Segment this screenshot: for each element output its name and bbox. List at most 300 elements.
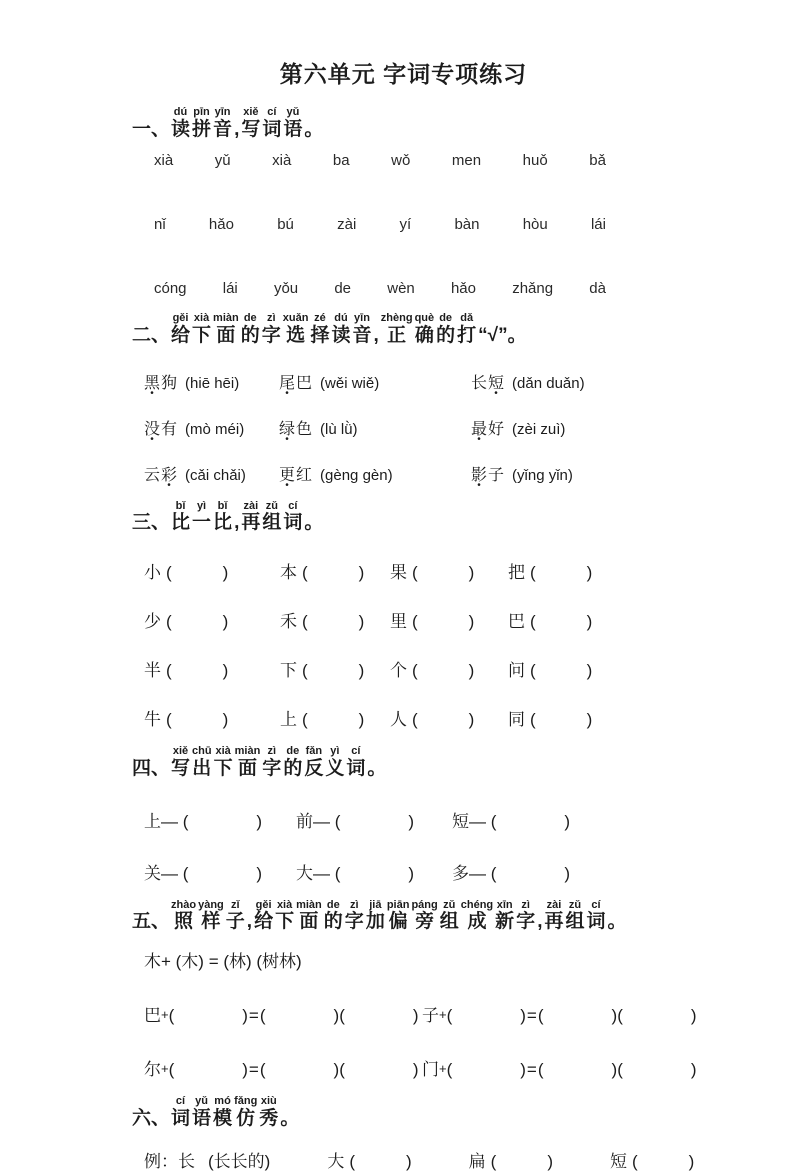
heading-ruby	[565, 900, 584, 933]
heading-ruby	[241, 107, 260, 140]
heading-char: 词	[346, 757, 366, 779]
section-read-pinyin-write-words	[132, 107, 675, 297]
heading-pinyin: zǔ	[265, 499, 278, 512]
heading-pinyin: zhào	[171, 898, 197, 911]
heading-pinyin: zǔ	[568, 898, 582, 911]
heading-pinyin: xiù	[260, 1094, 277, 1107]
compare-item	[508, 656, 675, 681]
heading-char: 组	[439, 911, 459, 933]
heading-char: 的	[436, 324, 456, 346]
heading-pinyin: zài	[243, 499, 259, 512]
heading-char: 再	[544, 911, 564, 933]
heading-pinyin: mó	[214, 1094, 231, 1107]
heading-char: 新	[495, 911, 515, 933]
compare-item	[280, 558, 390, 583]
word-char: 没	[144, 420, 162, 438]
heading-pinyin: jiā	[369, 898, 382, 911]
heading-ruby	[283, 313, 309, 346]
heading-ruby	[374, 313, 379, 346]
compare-row	[132, 607, 675, 632]
heading-char: 。	[304, 512, 324, 534]
imitate-item	[610, 1147, 694, 1172]
choice-word	[144, 467, 178, 484]
heading-char: 秀	[259, 1107, 279, 1129]
heading-pinyin: yì	[196, 499, 207, 512]
heading-ruby	[304, 746, 323, 779]
heading-ruby	[283, 501, 302, 534]
heading-char: 语	[192, 1107, 212, 1129]
heading-ruby	[171, 107, 190, 140]
answer-blank: ( )	[490, 811, 571, 831]
heading-pinyin: xuǎn	[282, 312, 309, 325]
heading-pinyin: què	[414, 312, 435, 325]
equals-sign: =	[248, 1059, 259, 1079]
heading-pinyin	[375, 313, 378, 325]
heading-char: 旁	[415, 911, 435, 933]
heading-char: 给	[171, 324, 191, 346]
answer-blank: ( )	[166, 661, 229, 681]
antonym-item	[452, 807, 675, 832]
heading-ruby	[537, 900, 542, 933]
compare-char: 下	[280, 661, 297, 681]
heading-ruby	[366, 900, 385, 933]
heading-char: 一	[192, 512, 212, 534]
choice-item	[471, 462, 675, 485]
section-write-antonyms	[132, 746, 675, 883]
section-heading	[132, 746, 675, 779]
answer-blank: ( )	[182, 863, 263, 883]
word-char: 巴	[296, 374, 314, 392]
heading-char: 字	[516, 911, 536, 933]
heading-ruby	[411, 900, 437, 933]
heading-ruby	[387, 900, 410, 933]
heading-ruby	[241, 501, 260, 534]
section-number: 三、	[132, 512, 171, 534]
answer-blank: ( )	[259, 1005, 340, 1025]
heading-pinyin	[312, 107, 315, 119]
equals-sign: =	[248, 1005, 259, 1025]
heading-ruby	[345, 900, 364, 933]
compare-item	[280, 656, 390, 681]
heading-ruby	[171, 1096, 190, 1129]
heading-pinyin: pīn	[193, 106, 210, 118]
reading-options: (lù lǜ)	[320, 420, 358, 438]
dash: —	[313, 863, 330, 883]
heading-char: 组	[262, 512, 282, 534]
plus-sign: +	[439, 1060, 447, 1076]
heading-ruby	[440, 900, 459, 933]
heading-char: 面	[299, 911, 319, 933]
answer-blank: ( )	[631, 1152, 695, 1172]
heading-pinyin: xià	[276, 898, 293, 911]
heading-char: 写	[171, 757, 191, 779]
pinyin-syllable: hǎo	[208, 216, 234, 234]
formula-row	[132, 1001, 697, 1026]
heading-pinyin	[538, 900, 541, 912]
heading-ruby	[247, 900, 252, 933]
heading-char: 面	[237, 757, 257, 779]
heading-pinyin	[235, 501, 238, 513]
section-compare-and-form-words	[132, 501, 675, 730]
heading-pinyin: fǎn	[305, 745, 323, 758]
heading-ruby	[192, 746, 212, 779]
page-title: 第六单元 字词专项练习	[279, 61, 528, 87]
heading-pinyin	[288, 1096, 291, 1108]
answer-blank: ( )	[302, 612, 365, 632]
heading-ruby	[171, 501, 190, 534]
compare-item	[144, 705, 280, 730]
heading-pinyin	[615, 900, 618, 912]
compare-item	[390, 558, 508, 583]
compare-row	[132, 558, 675, 583]
pinyin-syllable: zhǎng	[512, 280, 554, 298]
heading-ruby	[226, 900, 245, 933]
choice-item	[279, 462, 471, 485]
heading-char: 选	[286, 324, 306, 346]
heading-char: 读	[331, 324, 351, 346]
heading-ruby	[234, 1096, 257, 1129]
antonym-char: 多	[452, 863, 469, 883]
heading-ruby	[171, 900, 196, 933]
heading-ruby	[310, 313, 329, 346]
heading-ruby	[241, 313, 260, 346]
heading-ruby	[304, 107, 323, 140]
reading-options: (dǎn duǎn)	[512, 374, 585, 392]
answer-blank: ( )	[530, 612, 593, 632]
answer-blank: ( )	[490, 1152, 553, 1172]
heading-pinyin: miàn	[234, 745, 261, 758]
heading-pinyin: bǐ	[217, 499, 228, 512]
pinyin-syllable: cóng	[154, 280, 187, 298]
choice-word	[279, 375, 313, 392]
antonym-item	[144, 859, 296, 884]
antonym-char: 上	[144, 811, 161, 831]
answer-blank: ( )	[446, 1059, 526, 1079]
heading-char: 给	[254, 911, 274, 933]
pinyin-syllable: yǔ	[214, 152, 231, 170]
heading-pinyin: bǐ	[175, 499, 186, 512]
pinyin-syllable: xià	[272, 152, 292, 170]
compare-char: 半	[144, 661, 161, 681]
imitate-item	[327, 1147, 411, 1172]
heading-char: 打	[457, 324, 477, 346]
heading-char: 下	[213, 757, 233, 779]
heading-char: 拼	[192, 118, 212, 140]
heading-char: “√”。	[478, 324, 527, 346]
section-number: 六、	[132, 1107, 171, 1129]
heading-pinyin	[375, 746, 378, 758]
reading-options: (mò méi)	[185, 420, 245, 438]
section-choose-correct-reading	[132, 313, 675, 484]
heading-ruby	[234, 501, 239, 534]
heading-pinyin: yīn	[354, 312, 370, 325]
heading-ruby	[213, 501, 232, 534]
heading-char: 出	[192, 757, 212, 779]
pinyin-syllable: men	[451, 152, 482, 170]
heading-char: 下	[192, 324, 212, 346]
answer-blank: ( )	[182, 811, 263, 831]
answer-blank: ( )	[490, 863, 571, 883]
pinyin-syllable: huǒ	[522, 152, 548, 170]
section-word-imitation-show	[132, 1094, 695, 1172]
heading-char: ,	[537, 911, 543, 933]
answer-blank: ( )	[412, 612, 475, 632]
heading-ruby	[544, 900, 563, 933]
word-char: 更	[279, 466, 297, 484]
choice-item	[144, 462, 279, 485]
section-number: 一、	[132, 118, 171, 140]
answer-blank: ( )	[334, 811, 415, 831]
choice-word	[144, 421, 178, 438]
heading-pinyin: zhèng	[380, 312, 413, 325]
answer-blank: ( )	[168, 1059, 248, 1079]
antonym-char: 关	[144, 863, 161, 883]
word-char: 影	[471, 466, 489, 484]
heading-char: 的	[323, 911, 343, 933]
heading-pinyin: zì	[266, 312, 276, 325]
heading-pinyin: zì	[267, 745, 277, 758]
heading-pinyin: zì	[350, 898, 359, 911]
heading-char: 读	[171, 118, 191, 140]
compare-char: 巴	[508, 612, 525, 632]
heading-pinyin	[501, 313, 504, 325]
heading-char: 样	[201, 911, 221, 933]
choice-word	[471, 421, 505, 438]
heading-pinyin: de	[326, 898, 340, 911]
compare-item	[144, 607, 280, 632]
heading-char: 仿	[236, 1107, 256, 1129]
heading-char: ,	[234, 512, 240, 534]
choice-item	[279, 370, 471, 393]
heading-char: 写	[241, 118, 261, 140]
pinyin-syllable: lái	[222, 280, 238, 298]
antonym-row	[132, 807, 675, 832]
section-heading	[132, 900, 675, 933]
answer-blank: ( )	[446, 1005, 526, 1025]
heading-pinyin: chū	[192, 745, 212, 758]
antonym-item	[144, 807, 296, 832]
heading-ruby	[235, 746, 261, 779]
dash: —	[469, 863, 486, 883]
pinyin-syllable: hòu	[522, 216, 548, 234]
heading-char: 词	[586, 911, 606, 933]
word-char: 长	[471, 374, 489, 392]
answer-blank: ( )	[412, 563, 475, 583]
heading-char: ,	[373, 324, 379, 346]
heading-ruby	[262, 107, 281, 140]
heading-ruby	[262, 746, 281, 779]
pinyin-syllable: bàn	[454, 216, 480, 234]
heading-ruby	[608, 900, 627, 933]
compare-char: 人	[390, 710, 407, 730]
heading-pinyin: zǐ	[230, 898, 240, 911]
compare-char: 少	[144, 612, 161, 632]
word-char: 黑	[144, 374, 162, 392]
heading-pinyin: gěi	[255, 898, 272, 911]
heading-pinyin: yǔ	[286, 106, 300, 118]
heading-ruby	[516, 900, 535, 933]
heading-pinyin: gěi	[172, 312, 189, 325]
section-heading	[132, 107, 675, 140]
heading-char: 。	[607, 911, 627, 933]
heading-ruby	[213, 107, 232, 140]
word-char: 红	[296, 466, 314, 484]
imitate-row	[132, 1147, 695, 1172]
choice-word	[279, 467, 313, 484]
plus-sign: +	[439, 1006, 447, 1022]
heading-ruby	[346, 746, 365, 779]
equals-sign: =	[526, 1005, 537, 1025]
heading-ruby	[367, 746, 386, 779]
pinyin-syllable: bǎ	[589, 152, 606, 170]
heading-char: 。	[367, 757, 387, 779]
reading-options: (wěi wiě)	[320, 374, 380, 392]
heading-char: 成	[467, 911, 487, 933]
choice-item	[144, 416, 279, 439]
formula-char: 门	[422, 1059, 439, 1079]
heading-pinyin: dú	[173, 106, 188, 118]
answer-blank: ( )	[339, 1005, 419, 1025]
heading-ruby	[324, 900, 343, 933]
heading-ruby	[331, 313, 350, 346]
reading-options: (yǐng yǐn)	[512, 466, 573, 484]
heading-ruby	[381, 313, 413, 346]
pinyin-syllable: bú	[277, 216, 294, 234]
heading-ruby	[296, 900, 322, 933]
pinyin-syllable: dà	[589, 280, 606, 298]
heading-char: 再	[241, 512, 261, 534]
heading-char: 确	[414, 324, 434, 346]
choice-item	[471, 416, 675, 439]
heading-pinyin: yàng	[198, 898, 224, 911]
heading-char: 词	[262, 118, 282, 140]
pinyin-syllable: de	[334, 280, 352, 298]
compare-char: 上	[280, 710, 297, 730]
compare-item	[280, 607, 390, 632]
heading-ruby	[325, 746, 344, 779]
heading-pinyin: de	[286, 745, 300, 758]
heading-pinyin: zǔ	[443, 898, 456, 911]
compare-char: 问	[508, 661, 525, 681]
choice-item	[471, 370, 675, 393]
heading-ruby	[280, 1096, 299, 1129]
heading-char: 语	[283, 118, 303, 140]
word-char: 好	[488, 420, 506, 438]
pinyin-syllable: lái	[590, 216, 606, 234]
heading-ruby	[254, 900, 273, 933]
heading-char: 义	[325, 757, 345, 779]
answer-blank: ( )	[530, 661, 593, 681]
pinyin-syllable: ba	[332, 152, 350, 170]
pinyin-syllable: zài	[337, 216, 357, 234]
dash: —	[161, 863, 178, 883]
compare-char: 个	[390, 661, 407, 681]
heading-ruby	[283, 107, 302, 140]
heading-ruby	[213, 1096, 232, 1129]
compare-item	[390, 607, 508, 632]
heading-pinyin: xīn	[496, 898, 513, 911]
compare-char: 里	[390, 612, 407, 632]
compare-char: 同	[508, 710, 525, 730]
answer-blank: ( )	[302, 563, 365, 583]
compare-item	[508, 705, 675, 730]
heading-ruby	[495, 900, 514, 933]
pinyin-syllable: yǒu	[273, 280, 299, 298]
heading-char: 择	[310, 324, 330, 346]
heading-ruby	[352, 313, 371, 346]
heading-pinyin: yì	[330, 745, 340, 758]
pinyin-row	[132, 280, 606, 297]
heading-char: 字	[344, 911, 364, 933]
pinyin-row	[132, 216, 606, 233]
heading-ruby	[457, 313, 476, 346]
choice-item	[279, 416, 471, 439]
answer-blank: ( )	[530, 710, 593, 730]
section-add-radical-new-char	[132, 898, 697, 1080]
formula-example: 木+ (木) = (林) (树林)	[144, 951, 302, 971]
compare-row	[132, 656, 675, 681]
answer-blank: ( )	[302, 710, 365, 730]
section-heading	[132, 1096, 675, 1129]
section-number: 二、	[132, 324, 171, 346]
reading-options: (hiē hēi)	[185, 374, 240, 392]
formula-item	[144, 1001, 422, 1026]
heading-pinyin: xià	[193, 312, 210, 325]
heading-char: 正	[387, 324, 407, 346]
pinyin-syllable: nǐ	[154, 216, 166, 234]
pinyin-syllable: yí	[399, 216, 412, 234]
heading-ruby	[192, 313, 211, 346]
word-char: 绿	[279, 420, 297, 438]
choice-word	[144, 375, 178, 392]
heading-char: 反	[304, 757, 324, 779]
antonym-item	[452, 859, 675, 884]
imitate-char: 短	[609, 1152, 627, 1172]
word-char: 最	[471, 420, 489, 438]
heading-char: 词	[171, 1107, 191, 1129]
formula-row	[132, 1055, 697, 1080]
word-char: 有	[161, 420, 179, 438]
heading-char: 音	[352, 324, 372, 346]
antonym-row	[132, 859, 675, 884]
answer-blank: ( )	[302, 661, 365, 681]
heading-pinyin: xiě	[172, 745, 189, 758]
heading-pinyin: cí	[591, 898, 601, 911]
compare-item	[144, 558, 280, 583]
heading-pinyin: zé	[314, 312, 326, 325]
word-char: 尾	[279, 374, 297, 392]
formula-char: 尔	[144, 1059, 161, 1079]
heading-char: 比	[171, 512, 191, 534]
heading-ruby	[234, 107, 239, 140]
heading-pinyin: cí	[175, 1094, 186, 1107]
heading-char: 字	[262, 757, 282, 779]
heading-pinyin: zì	[521, 898, 530, 911]
word-char: 云	[144, 466, 162, 484]
compare-item	[390, 656, 508, 681]
heading-pinyin: fǎng	[234, 1094, 258, 1107]
heading-ruby	[213, 313, 239, 346]
choice-row	[132, 462, 675, 485]
choice-word	[279, 421, 313, 438]
heading-ruby	[436, 313, 455, 346]
word-char: 彩	[161, 466, 179, 484]
antonym-char: 短	[452, 811, 469, 831]
heading-char: 偏	[388, 911, 408, 933]
compare-item	[508, 607, 675, 632]
heading-ruby	[171, 746, 190, 779]
equals-sign: =	[526, 1059, 537, 1079]
